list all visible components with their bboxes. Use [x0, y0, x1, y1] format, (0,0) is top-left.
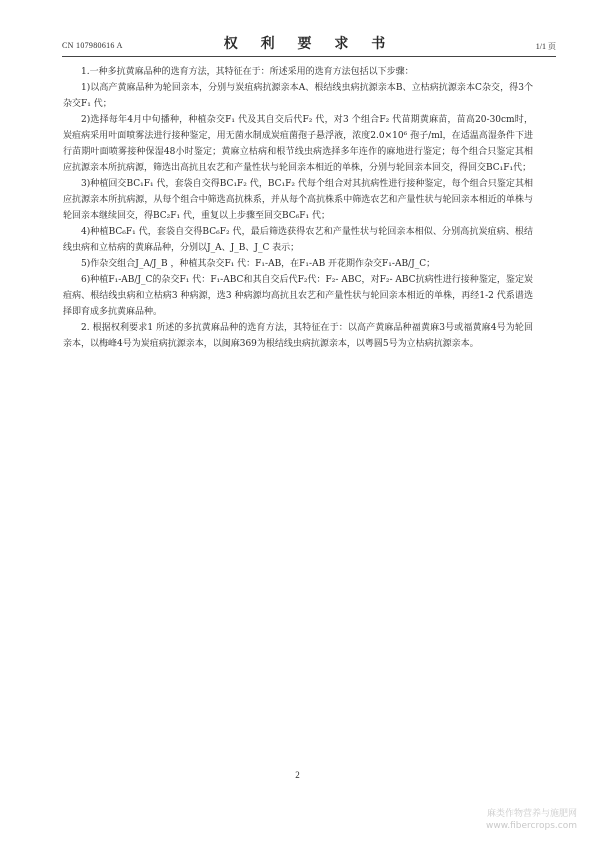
- claim-2: 2. 根据权利要求1 所述的多抗黄麻品种的选育方法，其特征在于：以高产黄麻品种福黄麻3号或福黄麻4号为轮回亲本，以梅峰4号为炭疽病抗源亲本，以闽麻369为根结线虫病抗源亲本，以粤圆5号为立枯病抗源亲本。: [63, 323, 533, 349]
- claim-1-step-4: 4)种植BC₆F₁ 代，套袋自交得BC₆F₂ 代，最后筛选获得农艺和产量性状与轮回亲本相似、分别高抗炭疽病、根结线虫病和立枯病的黄麻品种，分别以J_A、J_B、J_C 表示；: [63, 227, 533, 253]
- watermark: [486, 808, 577, 832]
- watermark-url: www.fibercrops.com: [486, 821, 577, 831]
- publication-number: CN 107980616 A: [62, 41, 123, 50]
- claim-1-step-6: 6)种植F₁-AB/J_C的杂交F₁ 代：F₁-ABC和其自交后代F₂代：F₂- ABC，对F₂- ABC抗病性进行接种鉴定，鉴定炭疽病、根结线虫病和立枯病3 种病源，选3 种病源均高抗且农艺和产量性状与轮回亲本相近的单株，再经1-2 代系谱选择即育成多抗黄麻品种。: [63, 275, 533, 317]
- claim-1-intro: 1.一种多抗黄麻品种的选育方法，其特征在于：所述采用的选育方法包括以下步骤：: [81, 67, 414, 77]
- claim-1-step-5: 5)作杂交组合J_A/J_B ，种植其杂交F₁ 代：F₁-AB，在F₁-AB 开花期作杂交F₁-AB/J_C；: [81, 259, 436, 269]
- document-title: 权 利 要 求 书: [223, 36, 395, 52]
- header-rule: [62, 56, 556, 57]
- page-count: 1/1 页: [535, 42, 556, 51]
- page-number: 2: [295, 770, 300, 780]
- claim-1-step-2: 2)选择每年4月中旬播种，种植杂交F₁ 代及其自交后代F₂ 代，对3 个组合F₂ 代苗期黄麻苗，苗高20-30cm时，炭疽病采用叶面喷雾法进行接种鉴定，用无菌水制成炭疽菌孢子悬浮液，浓度2.0×10⁶ 孢子/ml，在适温高湿条件下进行苗期叶面喷雾接种保湿48小时鉴定；黄麻立枯病和根节线虫病选择多年连作的麻地进行鉴定；每个组合只鉴定其相应抗源亲本所抗病源，筛选出高抗且农艺和产量性状与轮回亲本相近的单株，分别与轮回亲本回交，得回交BC₁F₁代；: [63, 115, 533, 173]
- claim-1-step-3: 3)种植回交BC₁F₁ 代，套袋自交得BC₁F₂ 代，BC₁F₂ 代每个组合对其抗病性进行接种鉴定，每个组合只鉴定其相应抗源亲本所抗病源，从每个组合中筛选高抗株系，并从每个高抗株系中筛选农艺和产量性状与轮回亲本相近的单株与轮回亲本继续回交，得BC₂F₁ 代，重复以上步骤至回交BC₆F₁ 代；: [63, 179, 533, 221]
- claims-body: [63, 64, 533, 352]
- watermark-site-name: 麻类作物营养与施肥网: [486, 809, 577, 819]
- page-header: [62, 33, 556, 55]
- claim-1-step-1: 1)以高产黄麻品种为轮回亲本，分别与炭疽病抗源亲本A、根结线虫病抗源亲本B、立枯病抗源亲本C杂交，得3个杂交F₁ 代；: [63, 83, 533, 109]
